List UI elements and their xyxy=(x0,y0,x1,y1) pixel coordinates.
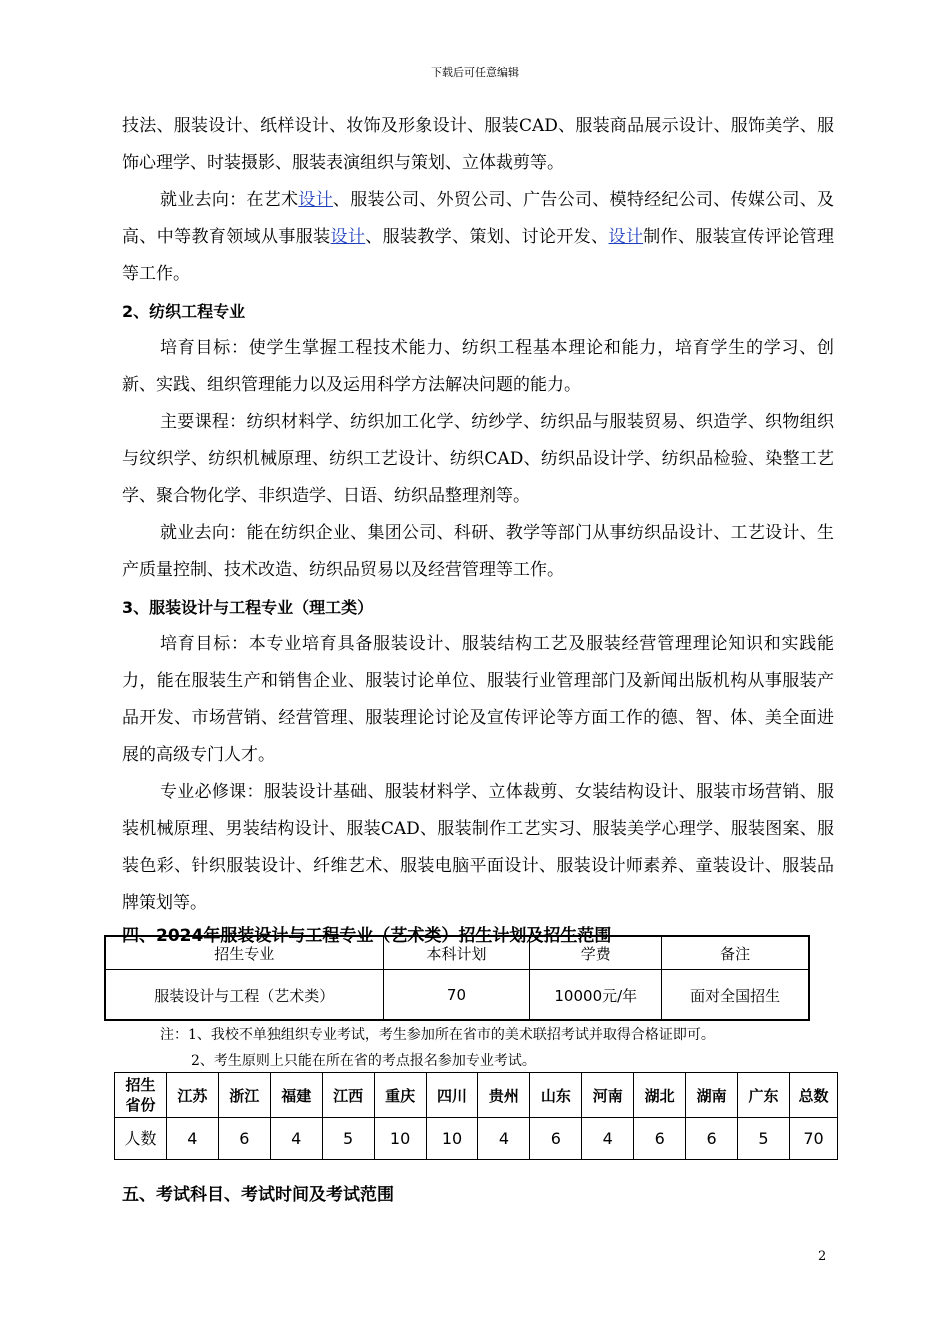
province-cell: 江苏 xyxy=(166,1073,218,1118)
province-cell: 河南 xyxy=(582,1073,634,1118)
table-cell: 70 xyxy=(383,970,530,1021)
province-cell: 四川 xyxy=(426,1073,478,1118)
province-cell: 重庆 xyxy=(374,1073,426,1118)
page-number: 2 xyxy=(818,1249,827,1264)
count-cell: 6 xyxy=(634,1118,686,1160)
table-cell: 面对全国招生 xyxy=(662,970,809,1021)
heading-enrollment-plan: 四、2024年服装设计与工程专业（艺术类）招生计划及招生范围 xyxy=(122,926,612,946)
count-cell: 10 xyxy=(426,1118,478,1160)
count-cell: 5 xyxy=(322,1118,374,1160)
count-cell: 4 xyxy=(478,1118,530,1160)
province-cell: 浙江 xyxy=(218,1073,270,1118)
paragraph-courses-textile: 主要课程：纺织材料学、纺织加工化学、纺纱学、纺织品与服装贸易、织造学、织物组织与纹织学、纺织机械原理、纺织工艺设计、纺织CAD、纺织品设计学、纺织品检验、染整工艺学、聚合物化学、非织造学、日语、纺织品整理剂等。 xyxy=(122,412,834,506)
label-line: 招生 xyxy=(125,1076,156,1094)
paragraph-training-goal-textile: 培育目标：使学生掌握工程技术能力、纺织工程基本理论和能力，培育学生的学习、创新、实践、组织管理能力以及运用科学方法解决问题的能力。 xyxy=(122,338,834,395)
row-label-province xyxy=(115,1073,167,1118)
province-cell: 广东 xyxy=(738,1073,790,1118)
heading-exam-subjects: 五、考试科目、考试时间及考试范围 xyxy=(122,1185,394,1205)
province-cell: 湖北 xyxy=(634,1073,686,1118)
text-span: 、服装公司、外贸公司、广告公司、模特经纪公司、传媒公司、及高、中等教育领域从事服装 xyxy=(122,190,835,247)
count-cell: 4 xyxy=(270,1118,322,1160)
count-cell: 4 xyxy=(582,1118,634,1160)
province-quota-table xyxy=(114,1072,838,1160)
heading-fashion-engineering: 3、服装设计与工程专业（理工类） xyxy=(122,598,374,617)
province-cell: 福建 xyxy=(270,1073,322,1118)
table-header-row xyxy=(115,1073,838,1118)
table-row xyxy=(115,1118,838,1160)
design-link[interactable]: 设计 xyxy=(608,227,644,247)
text-span: 就业去向：在艺术 xyxy=(160,190,299,210)
text-span: 、服装教学、策划、讨论开发、 xyxy=(365,227,609,247)
design-link[interactable]: 设计 xyxy=(298,190,333,210)
count-cell: 4 xyxy=(166,1118,218,1160)
notes xyxy=(160,1022,715,1074)
province-cell: 山东 xyxy=(530,1073,582,1118)
design-link[interactable]: 设计 xyxy=(330,227,366,247)
heading-textile-engineering: 2、纺织工程专业 xyxy=(122,302,246,321)
table-cell: 10000元/年 xyxy=(530,970,662,1021)
page-header: 下载后可任意编辑 xyxy=(431,66,519,79)
count-cell: 6 xyxy=(686,1118,738,1160)
table-header-cell: 学费 xyxy=(530,937,662,970)
note-2: 2、考生原则上只能在所在省的考点报名参加专业考试。 xyxy=(191,1053,536,1069)
paragraph-employment-textile: 就业去向：能在纺织企业、集团公司、科研、教学等部门从事纺织品设计、工艺设计、生产质量控制、技术改造、纺织品贸易以及经营管理等工作。 xyxy=(122,523,834,580)
row-label-count: 人数 xyxy=(115,1118,167,1160)
table-header-row xyxy=(106,937,809,970)
paragraph-courses-fashion: 技法、服装设计、纸样设计、妆饰及形象设计、服装CAD、服装商品展示设计、服饰美学、服饰心理学、时装摄影、服装表演组织与策划、立体裁剪等。 xyxy=(122,116,834,173)
province-cell: 贵州 xyxy=(478,1073,530,1118)
table-header-cell: 备注 xyxy=(662,937,809,970)
label-line: 省份 xyxy=(125,1096,156,1114)
document-body xyxy=(122,108,834,950)
enrollment-plan-table xyxy=(105,936,809,1021)
count-cell: 5 xyxy=(738,1118,790,1160)
table-header-cell: 本科计划 xyxy=(383,937,530,970)
count-cell: 10 xyxy=(374,1118,426,1160)
province-cell: 总数 xyxy=(789,1073,837,1118)
paragraph-training-goal-fashion: 培育目标：本专业培育具备服装设计、服装结构工艺及服装经营管理理论知识和实践能力，能在服装生产和销售企业、服装讨论单位、服装行业管理部门及新闻出版机构从事服装产品开发、市场营销、经营管理、服装理论讨论及宣传评论等方面工作的德、智、体、美全面进展的高级专门人才。 xyxy=(122,634,834,765)
table-row xyxy=(106,970,809,1021)
paragraph-required-courses: 专业必修课：服装设计基础、服装材料学、立体裁剪、女装结构设计、服装市场营销、服装机械原理、男装结构设计、服装CAD、服装制作工艺实习、服装美学心理学、服装图案、服装色彩、针织服装设计、纤维艺术、服装电脑平面设计、服装设计师素养、童装设计、服装品牌策划等。 xyxy=(122,782,834,913)
count-cell: 70 xyxy=(789,1118,837,1160)
table-header-cell: 招生专业 xyxy=(106,937,384,970)
province-cell: 湖南 xyxy=(686,1073,738,1118)
text-span: 制作、服装宣传评论管理等工作。 xyxy=(122,227,834,284)
province-cell: 江西 xyxy=(322,1073,374,1118)
paragraph-employment-fashion xyxy=(122,182,834,293)
table-cell: 服装设计与工程（艺术类） xyxy=(106,970,384,1021)
count-cell: 6 xyxy=(218,1118,270,1160)
count-cell: 6 xyxy=(530,1118,582,1160)
note-1: 注：1、我校不单独组织专业考试，考生参加所在省市的美术联招考试并取得合格证即可。 xyxy=(160,1027,715,1043)
